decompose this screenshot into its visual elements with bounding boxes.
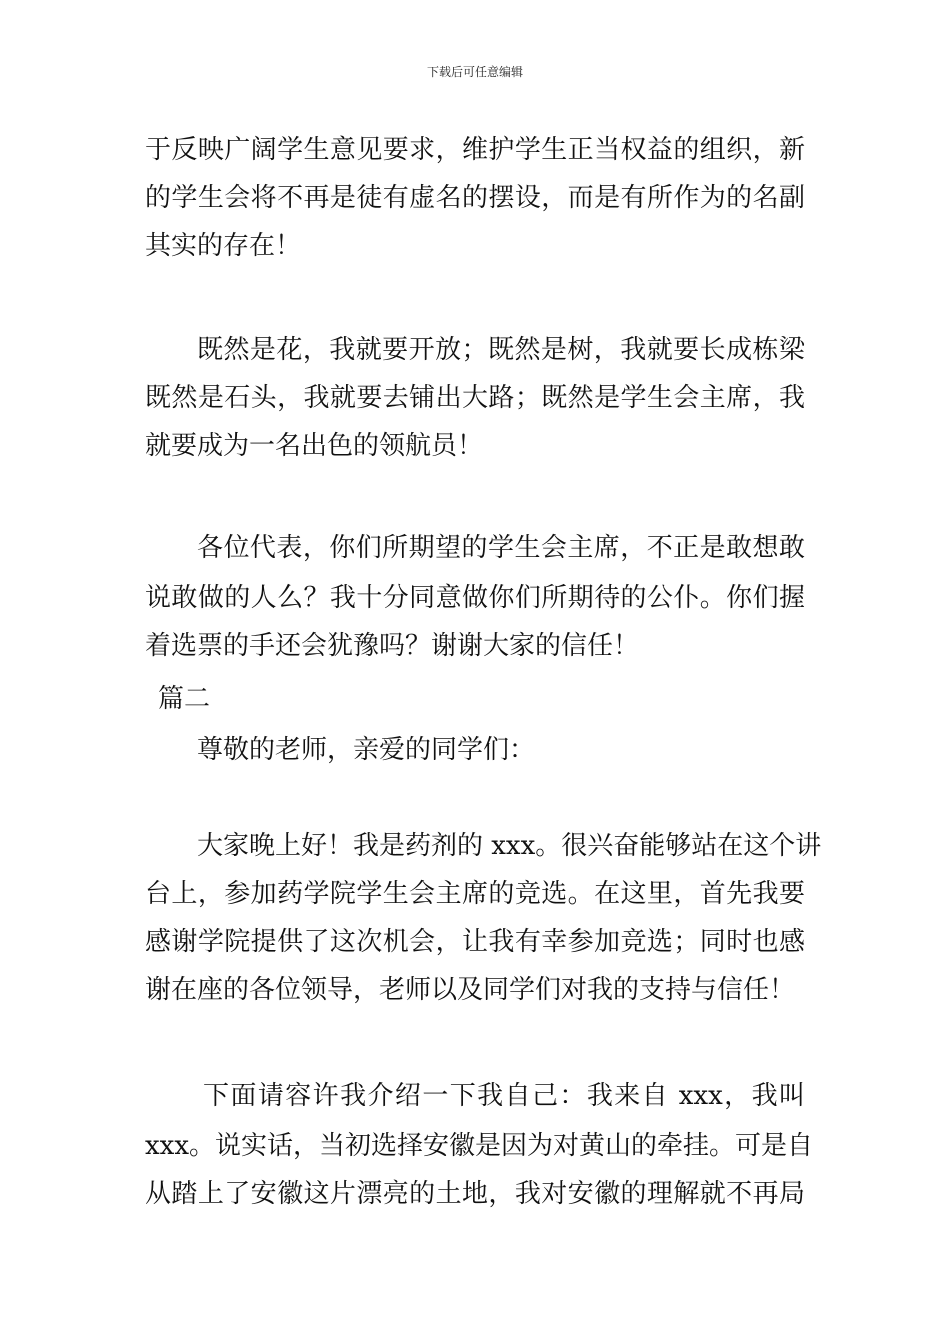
text-line: 谢在座的各位领导，老师以及同学们对我的支持与信任！ xyxy=(145,975,796,1005)
text-line: 其实的存在！ xyxy=(145,231,302,261)
text-line: 的学生会将不再是徒有虚名的摆设，而是有所作为的名副 xyxy=(145,183,805,213)
text-line: 既然是石头，我就要去铺出大路；既然是学生会主席，我 xyxy=(145,383,805,413)
text-line: 说敢做的人么？我十分同意做你们所期待的公仆。你们握 xyxy=(145,583,805,613)
text-line: 大家晚上好！我是药剂的 xxx。很兴奋能够站在这个讲 xyxy=(197,831,822,861)
salutation: 尊敬的老师，亲爱的同学们： xyxy=(197,735,536,765)
text-line: 着选票的手还会犹豫吗？谢谢大家的信任！ xyxy=(145,631,640,661)
text-line: 感谢学院提供了这次机会，让我有幸参加竞选；同时也感 xyxy=(145,927,805,957)
section-heading: 篇二 xyxy=(158,684,211,714)
text-line: xxx。说实话，当初选择安徽是因为对黄山的牵挂。可是自 xyxy=(145,1131,813,1161)
text-line: 各位代表，你们所期望的学生会主席，不正是敢想敢 xyxy=(197,533,805,563)
text-line: 就要成为一名出色的领航员！ xyxy=(145,431,484,461)
page-header: 下载后可任意编辑 xyxy=(426,65,523,79)
text-line: 台上，参加药学院学生会主席的竞选。在这里，首先我要 xyxy=(145,879,805,909)
text-line: 既然是花，我就要开放；既然是树，我就要长成栋梁 xyxy=(197,335,805,365)
text-line: 从踏上了安徽这片漂亮的土地，我对安徽的理解就不再局 xyxy=(145,1179,805,1209)
text-line: 于反映广阔学生意见要求，维护学生正当权益的组织，新 xyxy=(145,135,805,165)
text-line: 下面请容许我介绍一下我自己：我来自 xxx，我叫 xyxy=(203,1081,805,1111)
